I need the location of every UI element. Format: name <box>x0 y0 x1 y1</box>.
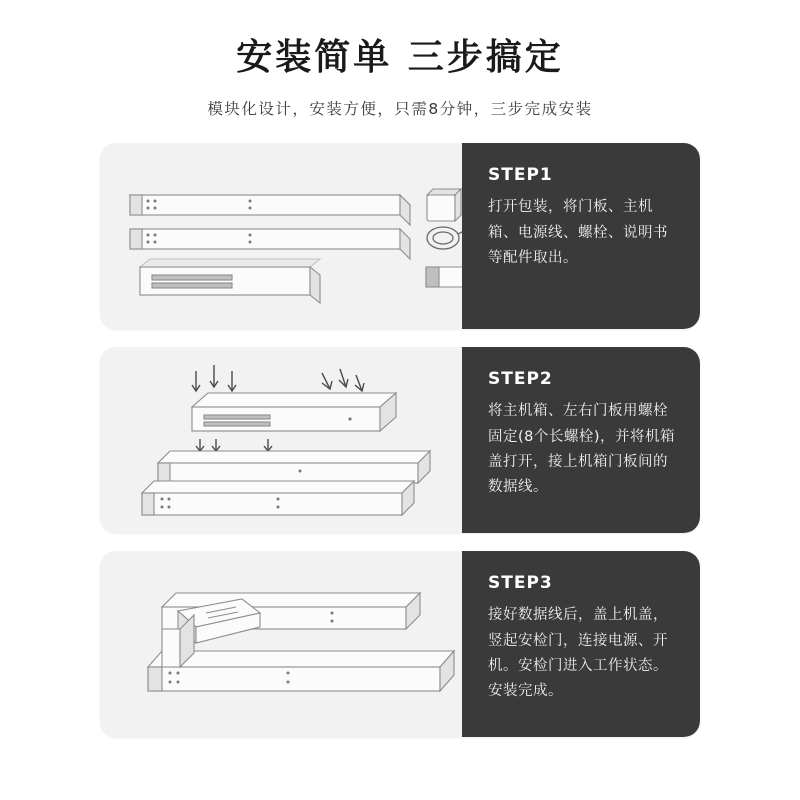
step3-text <box>462 551 700 737</box>
step-description: 打开包装，将门板、主机箱、电源线、螺栓、说明书等配件取出。 <box>488 199 668 266</box>
step1-text <box>462 143 700 329</box>
step-label: STEP3 <box>488 573 553 594</box>
step2-illustration <box>100 347 462 533</box>
step1-illustration <box>100 143 462 329</box>
step-card <box>100 347 700 533</box>
header <box>0 0 800 119</box>
step2-text <box>462 347 700 533</box>
step-label: STEP1 <box>488 165 553 186</box>
assemble-chassis-icon <box>100 347 462 533</box>
step-description: 将主机箱、左右门板用螺栓固定(8个长螺栓)，并将机箱盖打开，接上机箱门板间的数据线。 <box>488 403 676 496</box>
step-label: STEP2 <box>488 369 553 390</box>
step-card <box>100 143 700 329</box>
page-title: 安装简单 三步搞定 <box>236 37 564 78</box>
page-subtitle: 模块化设计，安装方便，只需8分钟，三步完成安装 <box>207 100 593 119</box>
step-description: 接好数据线后，盖上机盖，竖起安检门，连接电源、开机。安检门进入工作状态。安装完成。 <box>488 607 668 700</box>
step3-illustration <box>100 551 462 737</box>
step-card <box>100 551 700 737</box>
steps-list <box>0 143 800 737</box>
package-contents-icon <box>100 143 462 329</box>
finish-assembly-icon <box>100 551 462 737</box>
